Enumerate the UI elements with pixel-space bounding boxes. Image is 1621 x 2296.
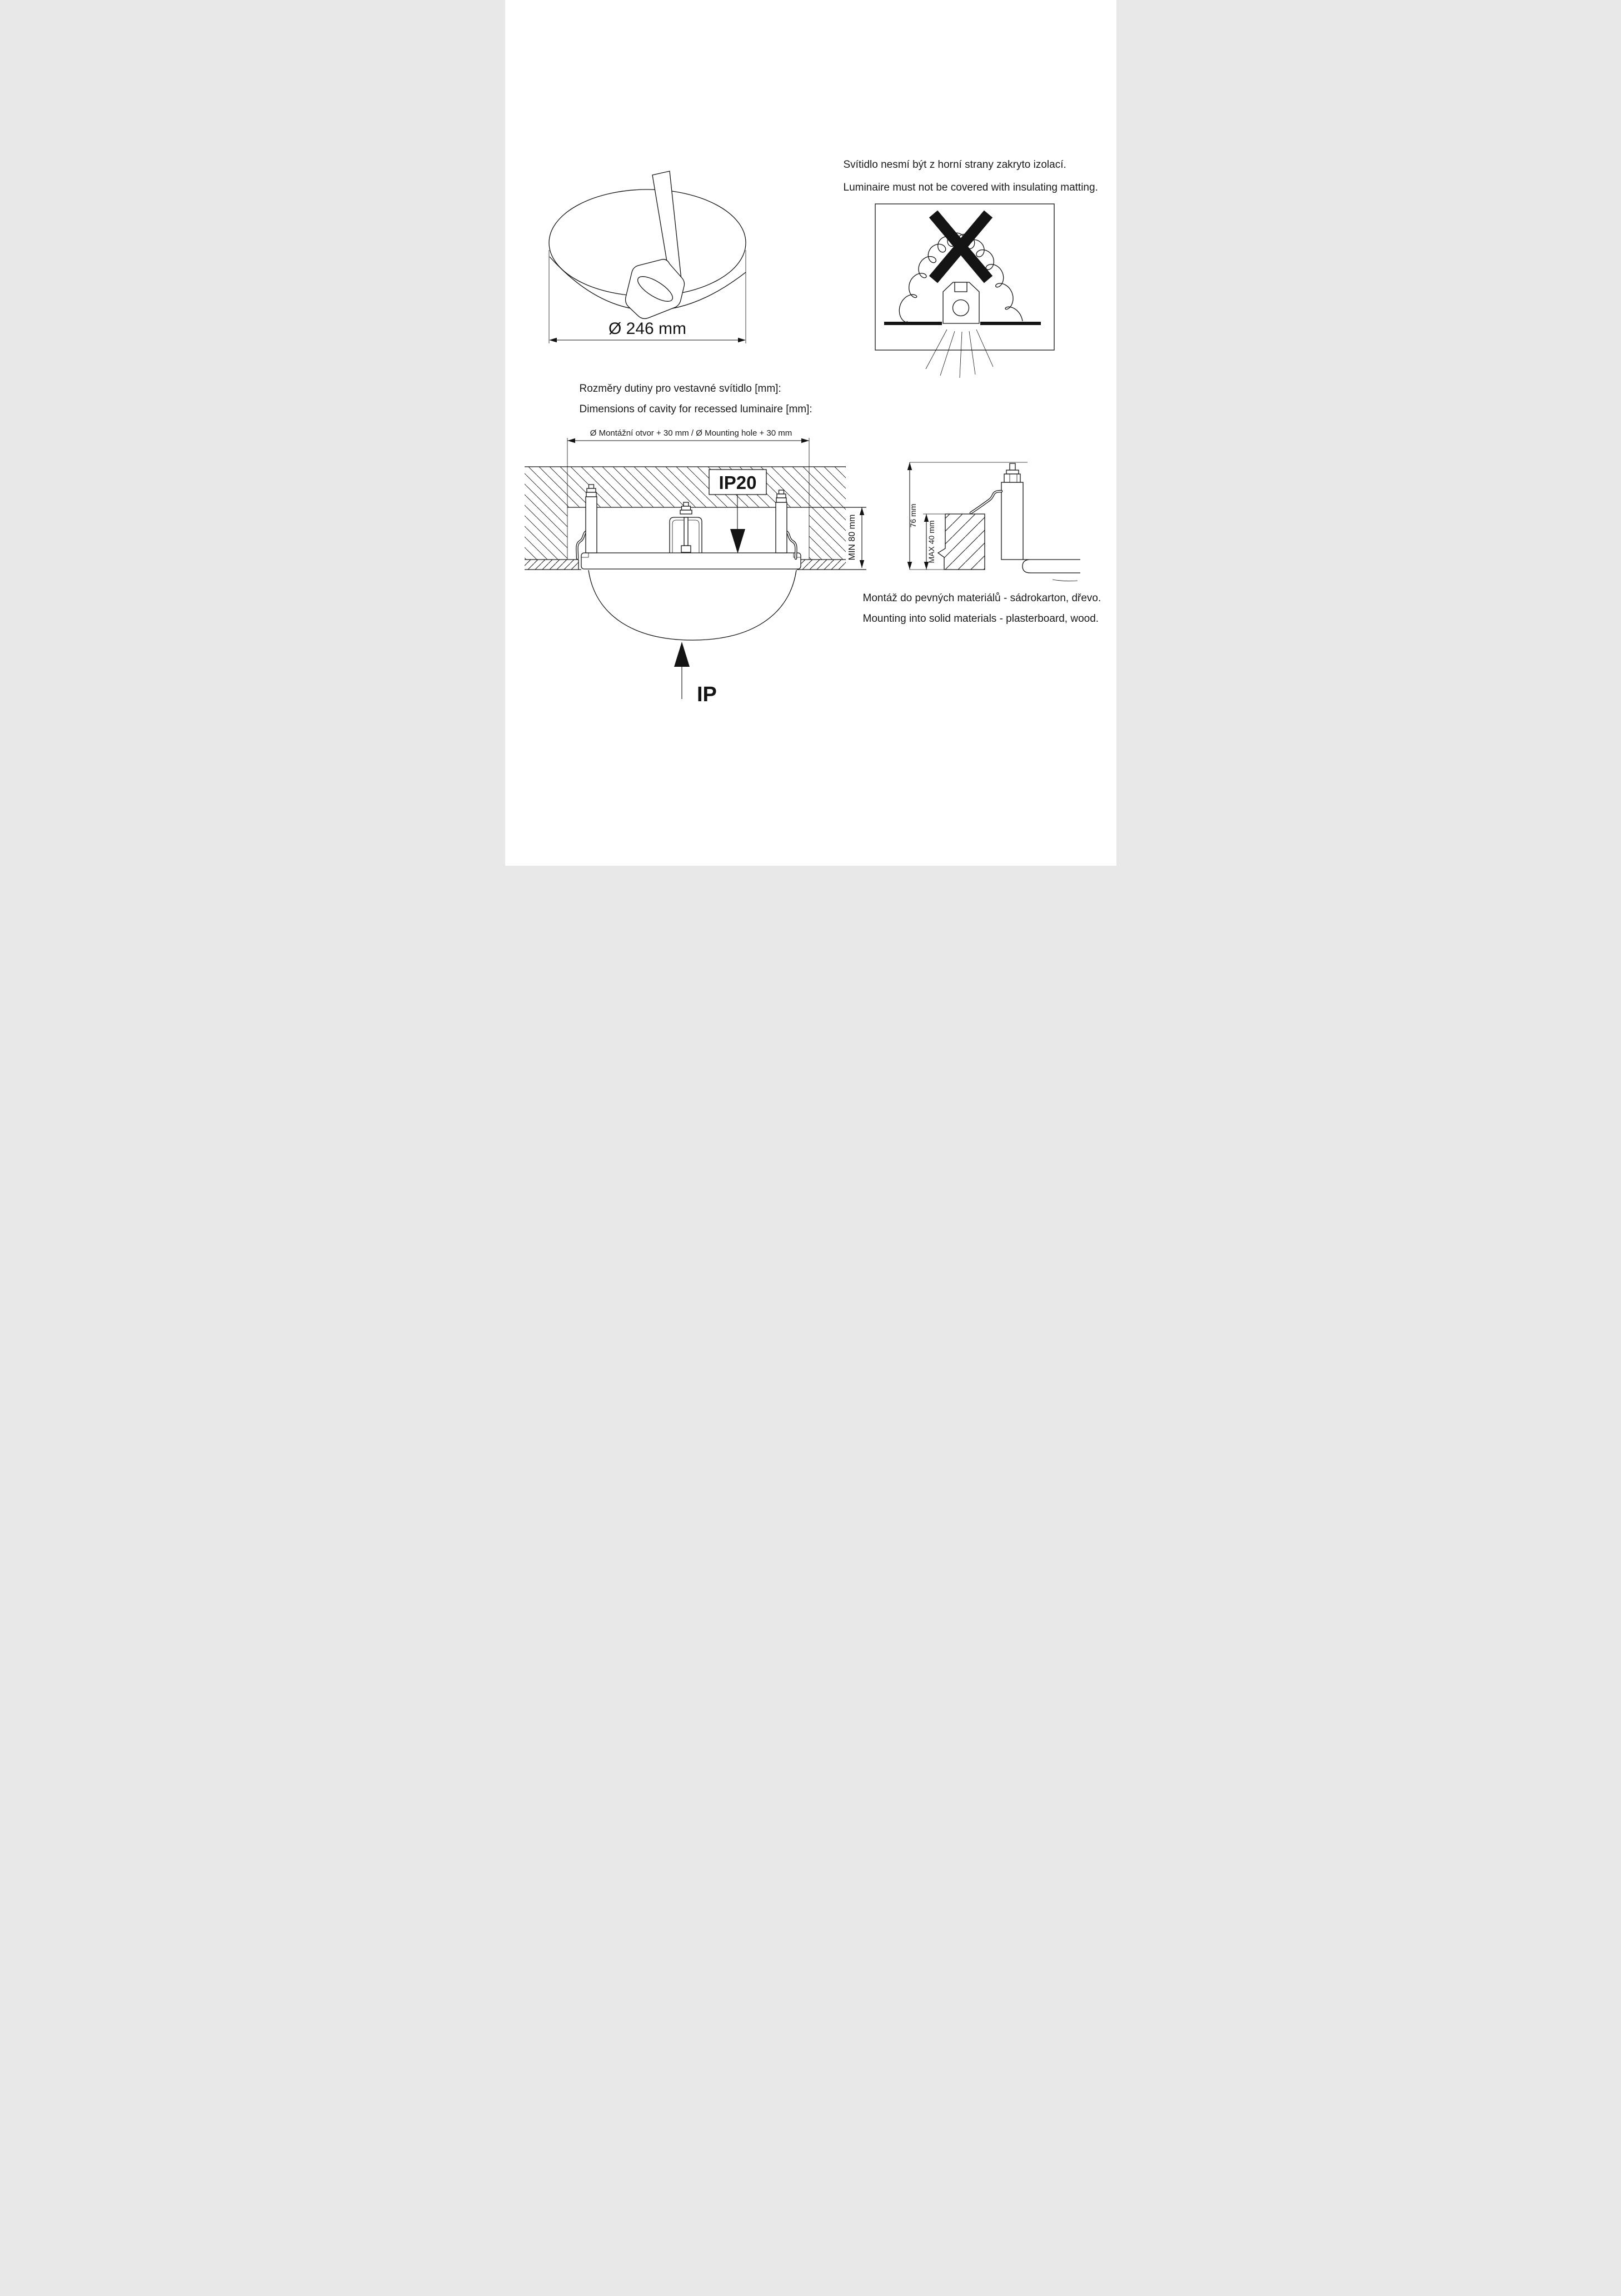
mounting-text-cs: Montáž do pevných materiálů - sádrokarton, dřevo. [862,592,1101,604]
ip20-text: IP20 [719,472,756,493]
clamp-post [1001,463,1023,560]
mounting-hole-dim-label: Ø Montážní otvor + 30 mm / Ø Mounting hole + 30 mm [590,428,792,438]
center-bracket [670,502,702,553]
min-depth-text: MIN 80 mm [847,514,857,561]
mounting-hole-arrow-right [801,438,809,443]
mounting-post-left [586,485,597,553]
clamp-height-arrow-down [907,562,911,570]
plasterboard-left-hatch [525,560,578,570]
max-thickness-text: MAX 40 mm [926,520,936,563]
ip20-arrow-down [730,529,745,553]
detail-luminaire-flange [1023,560,1080,573]
glass-dome [588,570,796,640]
hole-diameter-text: Ø 246 mm [608,320,686,338]
clamp-detail-drawing [907,462,1080,581]
mounting-text-en: Mounting into solid materials - plasterboard, wood. [862,613,1099,625]
ip-arrow-up [674,642,690,667]
warning-text-en: Luminaire must not be covered with insulating matting. [843,182,1098,193]
hole-dim-arrow-right [738,338,746,342]
min-depth-arrow-down [859,560,864,568]
clamp-height-text: 76 mm [908,503,917,528]
hole-cutting-drawing [549,171,746,343]
clamp-height-arrow-up [907,462,911,470]
hole-dim-arrow-left [549,338,557,342]
light-rays-icon [926,330,993,378]
cavity-heading-cs: Rozměry dutiny pro vestavné svítidlo [mm]: [579,383,781,395]
prohibited-x-icon [929,211,992,283]
plasterboard-right-hatch [798,560,846,570]
detail-dome-edge [1053,580,1078,581]
ceiling-material-block [938,514,985,570]
mounting-post-right [776,490,787,553]
cavity-cross-section [525,438,866,706]
cavity-heading-en: Dimensions of cavity for recessed luminaire [mm]: [579,403,812,415]
warning-text-cs: Svítidlo nesmí být z horní strany zakryto izolací. [843,159,1066,171]
bulb-icon [952,300,969,316]
mounting-hole-arrow-left [567,438,575,443]
lamp-socket-icon [955,282,967,292]
min-depth-arrow-up [859,507,864,515]
pictogram-border [875,204,1054,350]
luminaire-trim-ring [581,553,801,569]
no-insulation-pictogram [875,204,1054,378]
datasheet-page [505,0,1116,866]
ip-text: IP [696,683,717,706]
